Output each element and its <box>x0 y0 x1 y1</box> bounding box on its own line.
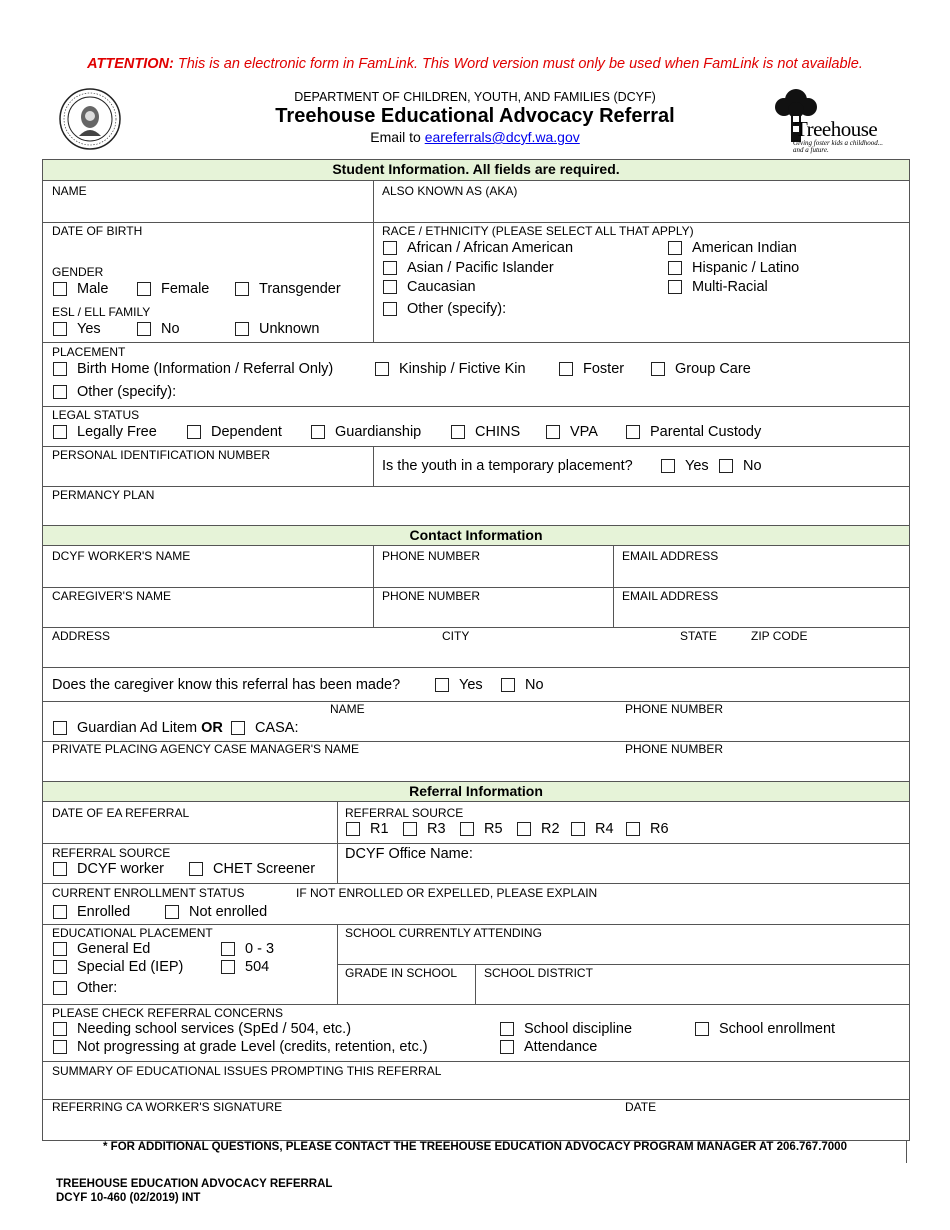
department-name: DEPARTMENT OF CHILDREN, YOUTH, AND FAMILIES (DCYF) <box>294 90 656 104</box>
caregiver-know-question: Does the caregiver know this referral has been made? <box>52 677 401 693</box>
race-option[interactable]: Asian / Pacific Islander <box>383 260 554 276</box>
checkbox[interactable] <box>668 241 682 255</box>
checkbox[interactable] <box>53 721 67 735</box>
checkbox[interactable] <box>460 822 474 836</box>
checkbox[interactable] <box>383 280 397 294</box>
checkbox[interactable] <box>501 678 515 692</box>
office-name-label: DCYF Office Name: <box>345 846 473 862</box>
zip-label: ZIP CODE <box>751 629 808 643</box>
concern-option[interactable]: Needing school services (SpEd / 504, etc.) <box>53 1021 351 1037</box>
checkbox[interactable] <box>626 822 640 836</box>
concern-option[interactable]: School enrollment <box>695 1021 835 1037</box>
checkbox[interactable] <box>346 822 360 836</box>
know-no-option[interactable]: No <box>501 677 544 693</box>
checkbox[interactable] <box>517 822 531 836</box>
legal-option[interactable]: CHINS <box>451 424 520 440</box>
source-option[interactable]: DCYF worker <box>53 861 164 877</box>
checkbox[interactable] <box>53 1022 67 1036</box>
temp-placement-question: Is the youth in a temporary placement? <box>382 458 633 474</box>
checkbox[interactable] <box>435 678 449 692</box>
checkbox[interactable] <box>53 981 67 995</box>
gender-option[interactable]: Male <box>53 281 108 297</box>
checkbox[interactable] <box>383 241 397 255</box>
aka-label: ALSO KNOWN AS (AKA) <box>382 184 518 198</box>
placement-option[interactable]: Kinship / Fictive Kin <box>375 361 526 377</box>
checkbox[interactable] <box>559 362 573 376</box>
legal-option[interactable]: Parental Custody <box>626 424 761 440</box>
dob-label: DATE OF BIRTH <box>52 224 143 238</box>
referral-section-heading: Referral Information <box>43 781 909 802</box>
esl-option[interactable]: Unknown <box>235 321 319 337</box>
signature-date-label: DATE <box>625 1100 657 1114</box>
placement-option[interactable]: Foster <box>559 361 624 377</box>
checkbox[interactable] <box>189 862 203 876</box>
edu-option[interactable]: 0 - 3 <box>221 941 274 957</box>
source-code-option[interactable]: R6 <box>626 821 669 837</box>
page-title: Treehouse Educational Advocacy Referral <box>275 105 675 127</box>
pin-label: PERSONAL IDENTIFICATION NUMBER <box>52 448 271 462</box>
temp-no-option[interactable]: No <box>719 458 762 474</box>
gender-option[interactable]: Female <box>137 281 209 297</box>
race-option[interactable]: Caucasian <box>383 279 476 295</box>
checkbox[interactable] <box>137 322 151 336</box>
checkbox[interactable] <box>53 282 67 296</box>
edu-option[interactable]: General Ed <box>53 941 150 957</box>
checkbox[interactable] <box>53 322 67 336</box>
email-link[interactable]: eareferrals@dcyf.wa.gov <box>424 129 580 145</box>
gal-phone-label: PHONE NUMBER <box>625 702 724 716</box>
school-label: SCHOOL CURRENTLY ATTENDING <box>345 926 542 940</box>
caregiver-email-label: EMAIL ADDRESS <box>622 589 719 603</box>
placement-option[interactable]: Group Care <box>651 361 751 377</box>
edu-placement-label: EDUCATIONAL PLACEMENT <box>52 926 213 940</box>
checkbox[interactable] <box>53 385 67 399</box>
checkbox[interactable] <box>383 261 397 275</box>
race-option[interactable]: African / African American <box>383 240 573 256</box>
source-code-option[interactable]: R2 <box>517 821 560 837</box>
checkbox[interactable] <box>661 459 675 473</box>
esl-option[interactable]: No <box>137 321 180 337</box>
concern-option[interactable]: Attendance <box>500 1039 597 1055</box>
casa-checkbox[interactable] <box>231 721 245 735</box>
contact-note: * FOR ADDITIONAL QUESTIONS, PLEASE CONTACT THE TREEHOUSE EDUCATION ADVOCACY PROGRAM MANAGER AT 206.767.7000 <box>103 1141 847 1153</box>
checkbox[interactable] <box>668 261 682 275</box>
checkbox[interactable] <box>451 425 465 439</box>
checkbox[interactable] <box>53 862 67 876</box>
race-label: RACE / ETHNICITY (PLEASE SELECT ALL THAT APPLY) <box>382 224 694 238</box>
checkbox[interactable] <box>695 1022 709 1036</box>
enrollment-option[interactable]: Not enrolled <box>165 904 267 920</box>
race-option[interactable]: American Indian <box>668 240 797 256</box>
checkbox[interactable] <box>626 425 640 439</box>
checkbox[interactable] <box>500 1040 514 1054</box>
checkbox[interactable] <box>668 280 682 294</box>
footer-title: TREEHOUSE EDUCATION ADVOCACY REFERRAL <box>56 1178 333 1190</box>
checkbox[interactable] <box>53 942 67 956</box>
referral-source-label: REFERRAL SOURCE <box>52 846 171 860</box>
temp-yes-option[interactable]: Yes <box>661 458 709 474</box>
enrollment-label: CURRENT ENROLLMENT STATUS <box>52 886 245 900</box>
legal-option[interactable]: Dependent <box>187 424 282 440</box>
checkbox[interactable] <box>403 822 417 836</box>
name-label: NAME <box>52 184 87 198</box>
city-label: CITY <box>442 629 470 643</box>
checkbox[interactable] <box>53 425 67 439</box>
legal-option[interactable]: Legally Free <box>53 424 157 440</box>
gender-label: GENDER <box>52 265 104 279</box>
source-code-option[interactable]: R1 <box>346 821 389 837</box>
checkbox[interactable] <box>500 1022 514 1036</box>
checkbox[interactable] <box>375 362 389 376</box>
district-label: SCHOOL DISTRICT <box>484 966 593 980</box>
explain-label: IF NOT ENROLLED OR EXPELLED, PLEASE EXPLAIN <box>296 886 598 900</box>
grade-label: GRADE IN SCHOOL <box>345 966 458 980</box>
edu-option[interactable]: Special Ed (IEP) <box>53 959 183 975</box>
checkbox[interactable] <box>571 822 585 836</box>
race-option[interactable]: Multi-Racial <box>668 279 768 295</box>
checkbox[interactable] <box>221 942 235 956</box>
legal-option[interactable]: VPA <box>546 424 598 440</box>
checkbox[interactable] <box>165 905 179 919</box>
source-code-option[interactable]: R3 <box>403 821 446 837</box>
student-section-heading: Student Information. All fields are required. <box>43 160 909 181</box>
enrollment-option[interactable]: Enrolled <box>53 904 130 920</box>
checkbox[interactable] <box>53 960 67 974</box>
contact-section-heading: Contact Information <box>43 525 909 546</box>
edu-option[interactable]: Other: <box>53 980 117 996</box>
concern-option[interactable]: School discipline <box>500 1021 632 1037</box>
caregiver-phone-label: PHONE NUMBER <box>382 589 481 603</box>
checkbox[interactable] <box>719 459 733 473</box>
checkbox[interactable] <box>383 302 397 316</box>
checkbox[interactable] <box>311 425 325 439</box>
address-label: ADDRESS <box>52 629 111 643</box>
know-yes-option[interactable]: Yes <box>435 677 483 693</box>
checkbox[interactable] <box>546 425 560 439</box>
esl-label: ESL / ELL FAMILY <box>52 305 151 319</box>
checkbox[interactable] <box>235 322 249 336</box>
footer-form-number: DCYF 10-460 (02/2019) INT <box>56 1192 201 1204</box>
legal-status-label: LEGAL STATUS <box>52 408 140 422</box>
placement-label: PLACEMENT <box>52 345 126 359</box>
logo-tagline: Giving foster kids a childhood... and a future. <box>793 139 884 154</box>
esl-option[interactable]: Yes <box>53 321 101 337</box>
checkbox[interactable] <box>53 362 67 376</box>
checkbox[interactable] <box>137 282 151 296</box>
worker-name-label: DCYF WORKER'S NAME <box>52 549 191 563</box>
source-code-option[interactable]: R4 <box>571 821 614 837</box>
gender-option[interactable]: Transgender <box>235 281 341 297</box>
race-option[interactable]: Hispanic / Latino <box>668 260 799 276</box>
race-option[interactable]: Other (specify): <box>383 301 506 317</box>
checkbox[interactable] <box>53 905 67 919</box>
logo-name: Treehouse <box>795 117 878 141</box>
checkbox[interactable] <box>235 282 249 296</box>
email-prefix: Email to <box>370 129 421 145</box>
referral-source-codes-label: REFERRAL SOURCE <box>345 806 464 820</box>
concerns-label: PLEASE CHECK REFERRAL CONCERNS <box>52 1006 283 1020</box>
referral-form <box>42 159 910 1141</box>
attention-text: This is an electronic form in FamLink. This Word version must only be used when FamLink is not available. <box>177 56 863 72</box>
permanency-label: PERMANCY PLAN <box>52 488 155 502</box>
state-label: STATE <box>680 629 717 643</box>
summary-label: SUMMARY OF EDUCATIONAL ISSUES PROMPTING THIS REFERRAL <box>52 1064 442 1078</box>
referral-date-label: DATE OF EA REFERRAL <box>52 806 190 820</box>
attention-banner <box>0 56 950 72</box>
agency-manager-label: PRIVATE PLACING AGENCY CASE MANAGER'S NAME <box>52 742 360 756</box>
agency-phone-label: PHONE NUMBER <box>625 742 724 756</box>
caregiver-name-label: CAREGIVER'S NAME <box>52 589 171 603</box>
edu-option[interactable]: 504 <box>221 959 269 975</box>
treehouse-logo <box>765 86 895 154</box>
signature-label: REFERRING CA WORKER'S SIGNATURE <box>52 1100 283 1114</box>
concern-option[interactable]: Not progressing at grade Level (credits, retention, etc.) <box>53 1039 428 1055</box>
worker-email-label: EMAIL ADDRESS <box>622 549 719 563</box>
checkbox[interactable] <box>187 425 201 439</box>
gal-name-label: NAME <box>330 702 365 716</box>
checkbox[interactable] <box>651 362 665 376</box>
guardian-option[interactable]: Guardian Ad Litem OR CASA: <box>53 720 298 736</box>
worker-phone-label: PHONE NUMBER <box>382 549 481 563</box>
checkbox[interactable] <box>53 1040 67 1054</box>
checkbox[interactable] <box>221 960 235 974</box>
attention-label: ATTENTION: <box>87 56 174 72</box>
legal-option[interactable]: Guardianship <box>311 424 421 440</box>
placement-option[interactable]: Other (specify): <box>53 384 176 400</box>
source-code-option[interactable]: R5 <box>460 821 503 837</box>
source-option[interactable]: CHET Screener <box>189 861 315 877</box>
placement-option[interactable]: Birth Home (Information / Referral Only) <box>53 361 333 377</box>
